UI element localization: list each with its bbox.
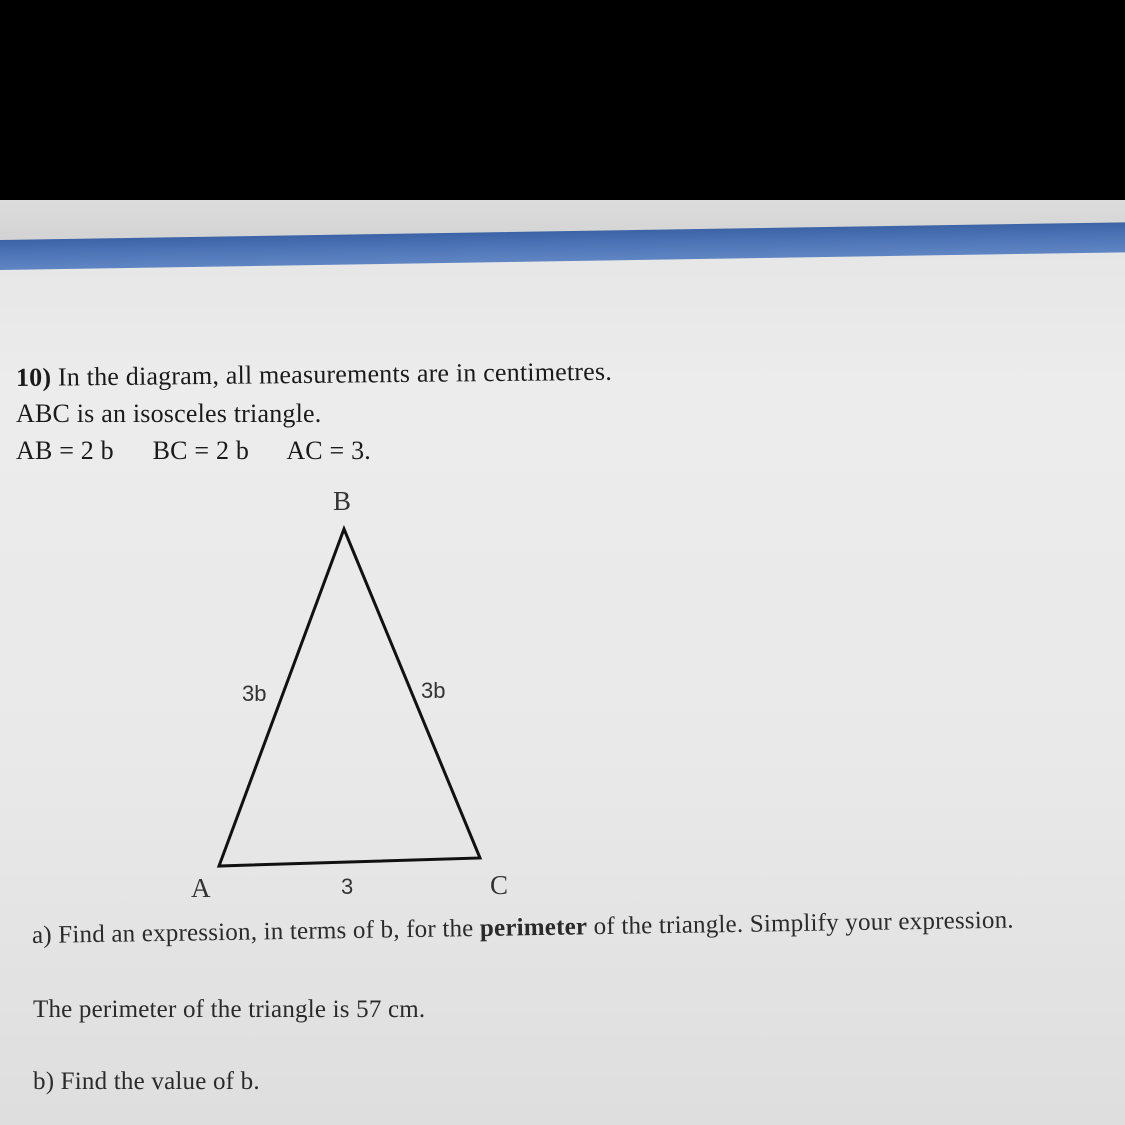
side-ab-label: 3b (242, 681, 267, 706)
black-border (0, 0, 1125, 200)
given-ab: AB = 2 b (16, 436, 114, 465)
given-bc: BC = 2 b (152, 436, 250, 465)
monitor-screen (0, 200, 1125, 1125)
part-a-text-start: a) Find an expression, in terms of b, for the (31, 915, 474, 949)
question-intro-text: In the diagram, all measurements are in centimetres. (57, 356, 613, 392)
vertex-a-label: A (191, 873, 211, 903)
part-b-question: b) Find the value of b. (33, 1068, 260, 1095)
part-a-bold-word: perimeter (479, 913, 588, 942)
side-bc-label: 3b (421, 678, 446, 703)
vertex-b-label: B (333, 486, 352, 516)
side-ac-label: 3 (341, 874, 354, 899)
part-a-text-end: of the triangle. Simplify your expression. (593, 906, 1014, 941)
perimeter-statement: The perimeter of the triangle is 57 cm. (33, 996, 426, 1023)
triangle-diagram (0, 200, 1125, 1125)
triangle-statement: ABC is an isosceles triangle. (16, 399, 322, 428)
question-number: 10) (15, 362, 52, 392)
vertex-c-label: C (490, 870, 509, 900)
given-ac: AC = 3. (286, 436, 371, 465)
